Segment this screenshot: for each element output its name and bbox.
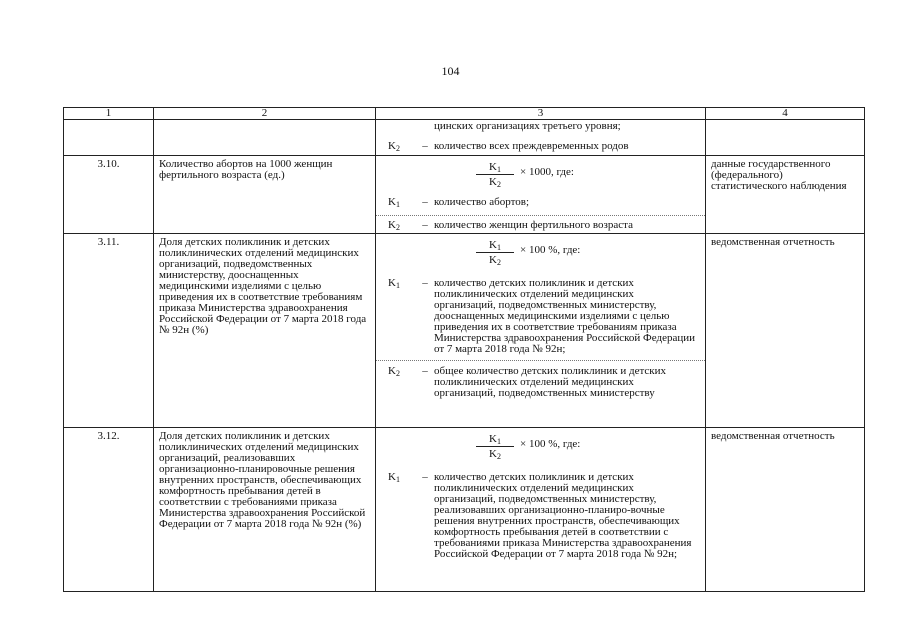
formula xyxy=(376,428,705,472)
definition-text: количество детских поликлиник и детских поликлинических отделений медицинских организаций, подведомственных министерству, реализовавших организационно-планиро-вочные решения внутренних пространств, обеспечивающих комфортность пребывания детей в соответствии с требованиями приказа Министерства здравоохранения Российской Федерации от 7 марта 2018 года № 92н; xyxy=(434,471,692,560)
number-cell: 3.10. xyxy=(64,156,154,234)
number-cell: 3.11. xyxy=(64,234,154,428)
definition-symbol: $K_1$ xyxy=(388,471,400,484)
source-cell: данные государственного (федерального) статистического наблюдения xyxy=(706,156,865,234)
fraction xyxy=(476,160,514,189)
definition-line xyxy=(376,278,705,355)
fraction-numerator: $K_1$ xyxy=(476,160,514,175)
formula-multiplier: × 100 %, где: xyxy=(520,244,581,256)
definition-text: количество детских поликлиник и детских поликлинических отделений медицинских организаций, подведомственных министерству, дооснащенных медицинскими изделиями с целью приведения их в соответствие требованиям приказа Министерства здравоохранения Российской Федерации от 7 марта 2018 года № 92н; xyxy=(434,277,695,355)
continued-text: цинских организациях третьего уровня; xyxy=(434,120,621,132)
table-row xyxy=(64,428,865,592)
definition-symbol: $K_2$ xyxy=(388,365,400,378)
name-cell xyxy=(154,120,376,156)
formula xyxy=(376,234,705,278)
separator xyxy=(376,360,705,361)
fraction-denominator: $K_2$ xyxy=(489,176,501,189)
column-header: 1 xyxy=(64,108,154,120)
definition-line xyxy=(376,366,705,399)
number-cell: 3.12. xyxy=(64,428,154,592)
definition-symbol: $K_2$ xyxy=(388,140,400,153)
table-row xyxy=(64,156,865,234)
definition-dash: – xyxy=(422,140,428,152)
number-cell xyxy=(64,120,154,156)
column-header: 4 xyxy=(706,108,865,120)
definition-dash: – xyxy=(422,365,428,377)
name-cell: Количество абортов на 1000 женщин фертильного возраста (ед.) xyxy=(154,156,376,234)
definition-dash: – xyxy=(422,196,428,208)
source-cell xyxy=(706,120,865,156)
definition-text: количество женщин фертильного возраста xyxy=(434,219,633,231)
table-row xyxy=(64,234,865,428)
definition-text: количество абортов; xyxy=(434,196,530,208)
name-cell: Доля детских поликлиник и детских поликлинических отделений медицинских организаций, подведомственных министерству, дооснащенных медицинскими изделиями с целью приведения их в соответствие требованиям приказа Министерства здравоохранения Российской Федерации от 7 марта 2018 года № 92н (%) xyxy=(154,234,376,428)
indicator-table xyxy=(63,107,865,592)
page-number: 104 xyxy=(441,64,460,78)
formula-multiplier: × 100 %, где: xyxy=(520,438,581,450)
fraction-numerator: $K_1$ xyxy=(476,238,514,253)
formula-multiplier: × 1000, где: xyxy=(520,166,574,178)
definition-dash: – xyxy=(422,471,428,483)
source-cell: ведомственная отчетность xyxy=(706,234,865,428)
column-header: 2 xyxy=(154,108,376,120)
formula-cell xyxy=(376,428,706,592)
definition-dash: – xyxy=(422,277,428,289)
fraction xyxy=(476,238,514,267)
definition-line xyxy=(376,141,705,154)
formula-cell xyxy=(376,156,706,234)
definition-text: количество всех преждевременных родов xyxy=(434,140,629,152)
definition-dash: – xyxy=(422,219,428,231)
definition-symbol: $K_1$ xyxy=(388,196,400,209)
fraction xyxy=(476,432,514,461)
name-cell: Доля детских поликлиник и детских поликлинических отделений медицинских организаций, реализовавших организационно-планировочные решения внутренних пространств, обеспечивающих комфортность пребывания детей в соответствии с требованиями приказа Министерства здравоохранения Российской Федерации от 7 марта 2018 года № 92н (%) xyxy=(154,428,376,592)
definition-text: общее количество детских поликлиник и детских поликлинических отделений медицинских организаций, подведомственных министерству xyxy=(434,365,667,399)
formula-cell xyxy=(376,234,706,428)
definition-symbol: $K_1$ xyxy=(388,277,400,290)
table-header-row xyxy=(64,108,865,120)
source-cell: ведомственная отчетность xyxy=(706,428,865,592)
separator xyxy=(376,215,705,216)
definition-symbol: $K_2$ xyxy=(388,219,400,232)
definition-line xyxy=(376,220,705,233)
definition-line xyxy=(376,197,705,210)
fraction-denominator: $K_2$ xyxy=(489,254,501,267)
fraction-denominator: $K_2$ xyxy=(489,448,501,461)
fraction-numerator: $K_1$ xyxy=(476,432,514,447)
formula xyxy=(376,156,705,196)
formula-cell xyxy=(376,120,706,156)
table-row-continued xyxy=(64,120,865,156)
definition-line xyxy=(376,472,705,560)
column-header: 3 xyxy=(376,108,706,120)
